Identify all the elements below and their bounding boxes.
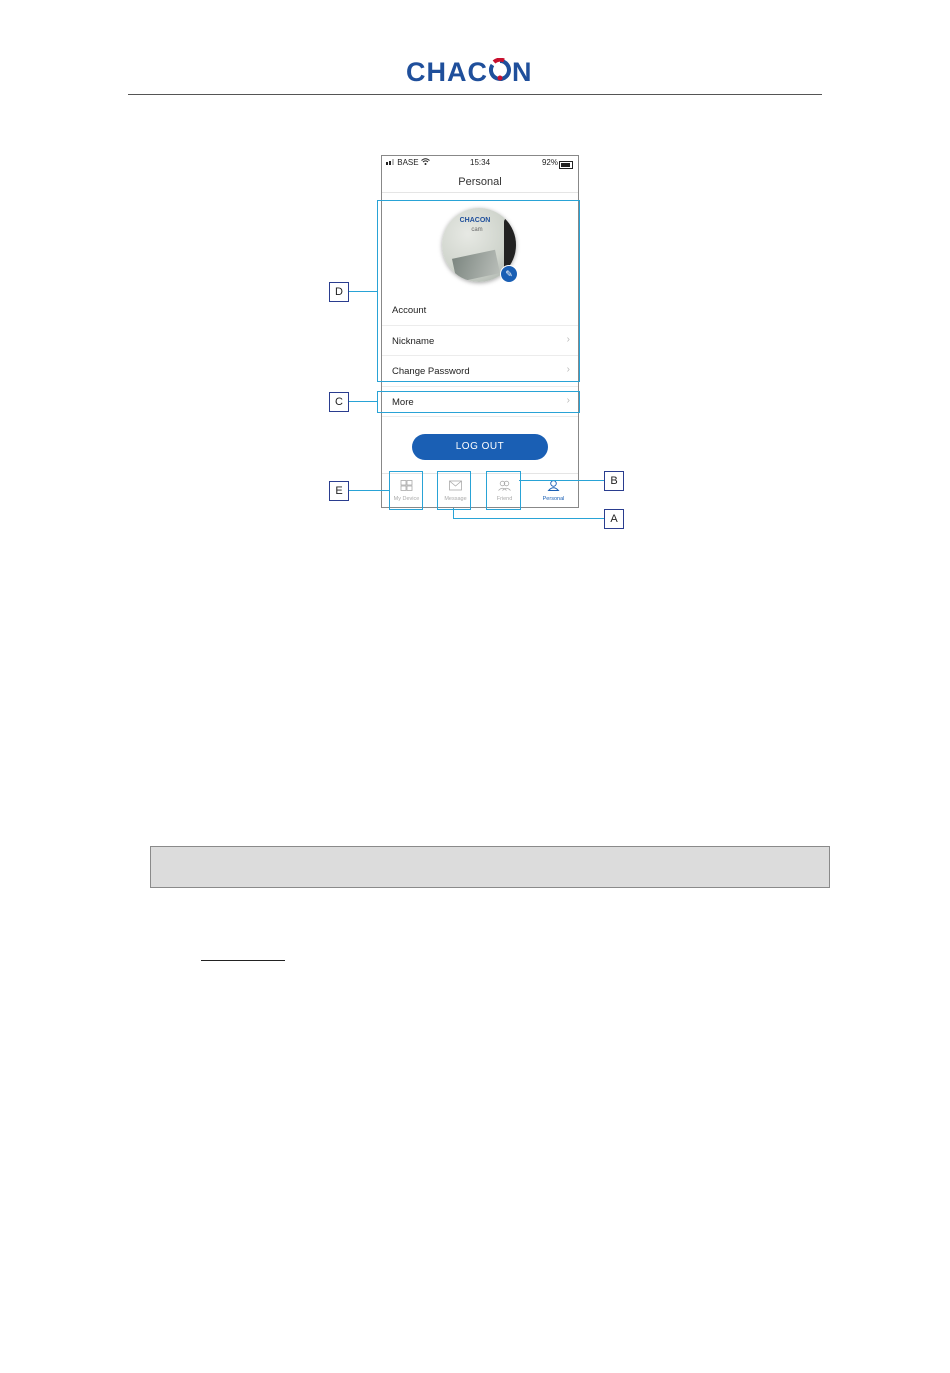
highlight-box-e xyxy=(389,471,423,510)
wifi-icon xyxy=(421,158,430,165)
highlight-box-d xyxy=(377,200,580,382)
page-title: Personal xyxy=(458,176,502,188)
chacon-logo xyxy=(406,56,546,88)
battery-icon xyxy=(559,161,573,169)
section-heading-bar xyxy=(150,846,830,888)
leader-line-a xyxy=(453,518,604,519)
row-divider xyxy=(382,416,578,417)
underline-mark xyxy=(201,960,285,961)
avatar-brand: CHACON xyxy=(459,217,491,224)
logo-text-left: CHAC xyxy=(406,57,488,87)
highlight-box-c xyxy=(377,391,580,413)
logo-o-icon xyxy=(488,58,512,84)
nav-divider xyxy=(382,192,578,193)
change-password-label: Change Password xyxy=(392,366,470,377)
tab-my-device-label: My Device xyxy=(393,496,420,502)
tab-friend-label: Friend xyxy=(496,496,513,502)
chevron-right-icon: › xyxy=(566,395,570,406)
callout-c: C xyxy=(329,392,349,412)
callout-a: A xyxy=(604,509,624,529)
highlight-box-a xyxy=(437,471,471,510)
chevron-right-icon: › xyxy=(566,334,570,345)
chevron-right-icon: › xyxy=(566,364,570,375)
leader-line-a-vertical xyxy=(453,508,454,518)
leader-line-c xyxy=(347,401,377,402)
leader-line-d xyxy=(347,291,377,292)
signal-icon xyxy=(386,159,395,165)
leader-line-b xyxy=(519,480,604,481)
tab-personal-label: Personal xyxy=(542,496,565,502)
callout-e: E xyxy=(329,481,349,501)
status-battery: 92% xyxy=(541,158,558,167)
more-label: More xyxy=(392,397,414,408)
status-carrier: BASE xyxy=(386,158,430,167)
logout-button[interactable]: LOG OUT xyxy=(412,434,548,460)
highlight-box-b xyxy=(486,471,521,510)
logo-text-right: N xyxy=(512,57,533,87)
nickname-label: Nickname xyxy=(392,336,435,347)
avatar-sub: cam xyxy=(471,227,483,233)
status-time: 15:34 xyxy=(470,158,491,167)
edit-avatar-icon[interactable]: ✎ xyxy=(500,265,518,283)
account-label: Account xyxy=(392,305,427,316)
tab-message-label: Message xyxy=(444,496,467,502)
leader-line-e xyxy=(347,490,389,491)
header-divider xyxy=(128,94,822,95)
callout-d: D xyxy=(329,282,349,302)
callout-b: B xyxy=(604,471,624,491)
person-icon xyxy=(547,480,560,491)
